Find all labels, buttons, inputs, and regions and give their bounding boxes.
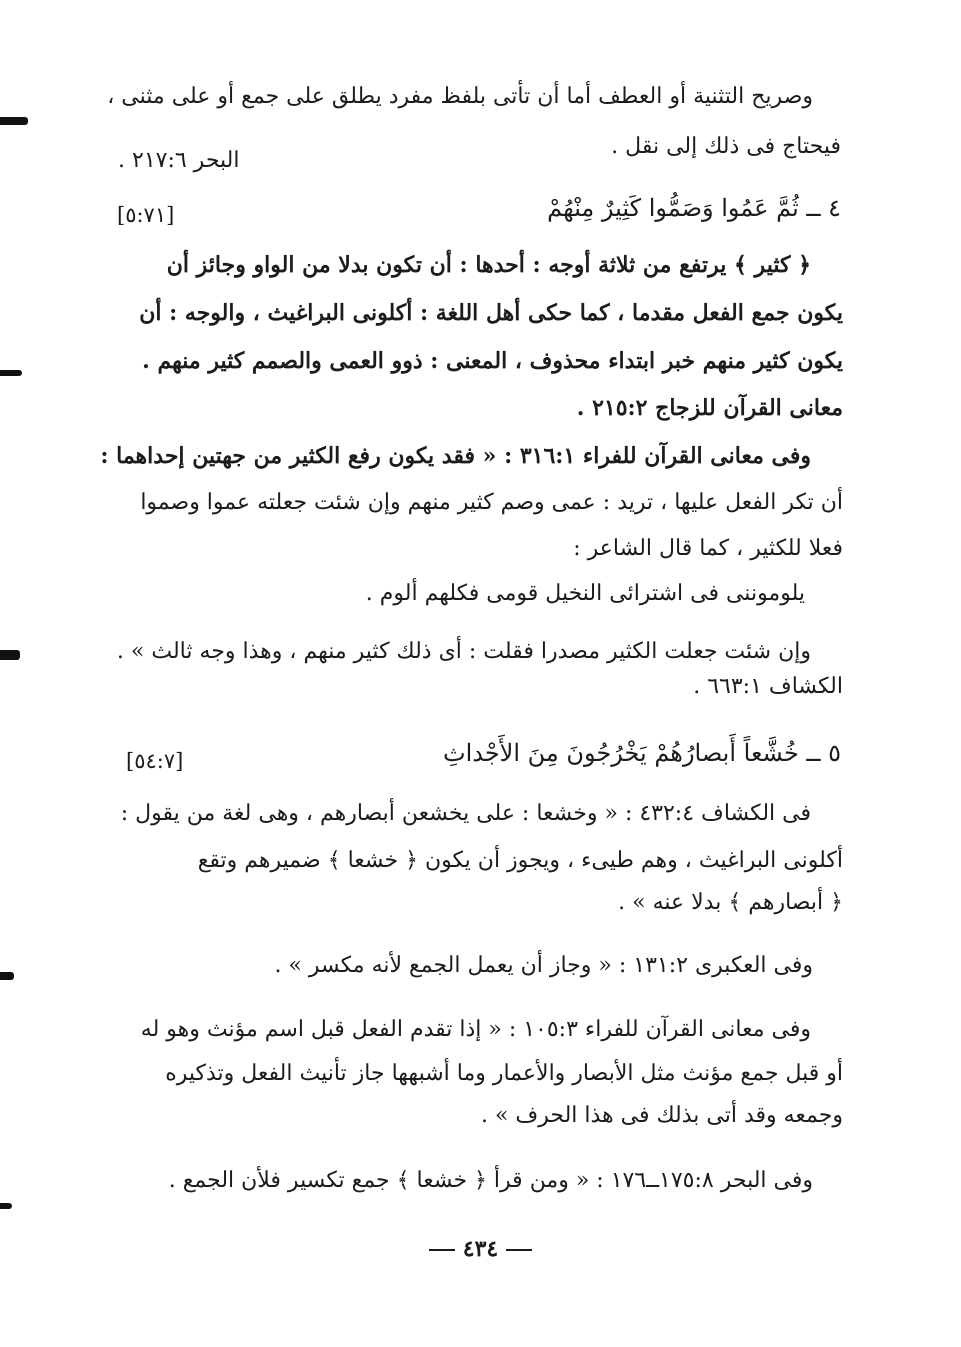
- text-line: وفى العكبرى ١٣١:٢ : « وجاز أن يعمل الجمع لأنه مكسر » .: [274, 953, 813, 978]
- text-line: ﴿ أبصارهم ﴾ بدلا عنه » .: [618, 890, 843, 915]
- page-number-value: ٤٣٤: [462, 1236, 499, 1262]
- text-line: أكلونى البراغيث ، وهم طيىء ، ويجوز أن يكون ﴿ خشعا ﴾ ضميرهم وتقع: [197, 848, 843, 873]
- text-line: أو قبل جمع مؤنث مثل الأبصار والأعمار وما أشبهها جاز تأنيث الفعل وتذكيره: [165, 1061, 843, 1086]
- source-citation: الكشاف ٦٦٣:١ .: [693, 674, 843, 699]
- page-number: [0, 1236, 961, 1262]
- folio-dash: [429, 1249, 455, 1251]
- verse-reference: [٥:٧١]: [117, 203, 175, 227]
- margin-mark: [0, 117, 28, 125]
- verse-reference: [٥٤:٧]: [126, 749, 184, 773]
- text-line: وفى معانى القرآن للفراء ١٠٥:٣ : « إذا تقدم الفعل قبل اسم مؤنث وهو له: [140, 1017, 811, 1042]
- verse-heading: ٥ ــ خُشَّعاً أَبصارُهُمْ يَخْرُجُونَ مِنَ الأَجْداثِ: [442, 739, 841, 767]
- source-citation: البحر ٢١٧:٦ .: [118, 148, 240, 173]
- margin-mark: [0, 650, 20, 660]
- poem-line: يلوموننى فى اشترائى النخيل قومى فكلهم ألوم .: [365, 581, 805, 606]
- folio-dash: [506, 1249, 532, 1251]
- text-line: وإن شئت جعلت الكثير مصدرا فقلت : أى ذلك كثير منهم ، وهذا وجه ثالث » .: [116, 639, 811, 664]
- text-line: وجمعه وقد أتى بذلك فى هذا الحرف » .: [480, 1103, 843, 1128]
- text-line: فى الكشاف ٤٣٢:٤ : « وخشعا : على يخشعن أبصارهم ، وهى لغة من يقول :: [120, 801, 811, 826]
- text-line: وصريح التثنية أو العطف أما أن تأتى بلفظ مفرد يطلق على جمع أو على مثنى ،: [107, 84, 813, 109]
- text-line: أن تكر الفعل عليها ، تريد : عمى وصم كثير منهم وإن شئت جعلته عموا وصموا: [140, 490, 843, 515]
- margin-mark: [0, 370, 22, 376]
- text-line: فيحتاج فى ذلك إلى نقل .: [611, 134, 841, 159]
- text-line: وفى معانى القرآن للفراء ٣١٦:١ : « فقد يكون رفع الكثير من جهتين إحداهما :: [100, 443, 811, 469]
- margin-mark: [0, 972, 14, 980]
- text-line: يكون كثير منهم خبر ابتداء محذوف ، المعنى : ذوو العمى والصمم كثير منهم .: [142, 348, 843, 374]
- text-line: يكون جمع الفعل مقدما ، كما حكى أهل اللغة : أكلونى البراغيث ، والوجه : أن: [139, 300, 843, 326]
- text-line: ﴿ كثير ﴾ يرتفع من ثلاثة أوجه : أحدها : أن تكون بدلا من الواو وجائز أن: [166, 252, 811, 278]
- margin-mark: [0, 1203, 12, 1209]
- text-line: فعلا للكثير ، كما قال الشاعر :: [573, 536, 843, 561]
- text-line: معانى القرآن للزجاج ٢١٥:٢ .: [576, 395, 843, 421]
- verse-heading: ٤ ــ ثُمَّ عَمُوا وَصَمُّوا كَثِيرٌ مِنْهُمْ: [547, 194, 841, 222]
- text-line: وفى البحر ١٧٥:٨ــ١٧٦ : « ومن قرأ ﴿ خشعا ﴾ جمع تكسير فلأن الجمع .: [168, 1168, 813, 1193]
